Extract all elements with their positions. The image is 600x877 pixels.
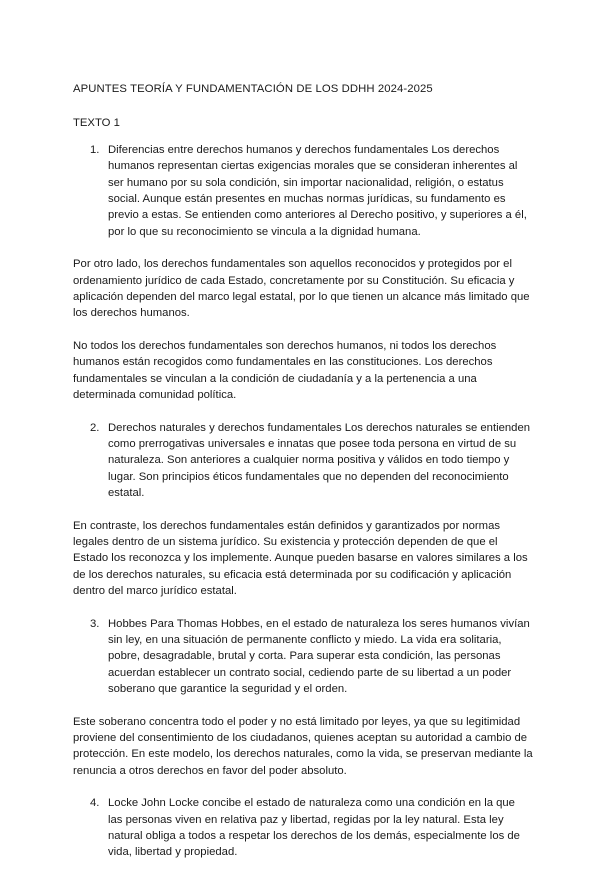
list-number: 1. [90, 143, 100, 156]
document-title: APUNTES TEORÍA Y FUNDAMENTACIÓN DE LOS DDHH 2024-2025 [73, 83, 433, 95]
paragraph-2: No todos los derechos fundamentales son derechos humanos, ni todos los derechos humanos están recogidos como fundamentales en las constituciones. Los derechos fundamentales se vinculan a la condición de ciudadanía y a la pertenencia a una determinada comunidad política. [73, 339, 497, 402]
document-page [73, 81, 533, 877]
list-text: Hobbes Para Thomas Hobbes, en el estado de naturaleza los seres humanos vivían sin ley, en una situación de permanente conflicto y miedo. La vida era solitaria, pobre, desagradable, brutal y corta. Para superar esta condición, las personas acuerdan establecer un contrato social, cediendo parte de su libertad a un poder soberano que garantice la seguridad y el orden. [108, 617, 530, 696]
list-item-3 [90, 616, 533, 698]
list-item-4 [90, 795, 533, 861]
list-item-1 [90, 142, 533, 240]
list-number: 2. [90, 421, 100, 434]
paragraph-4: Este soberano concentra todo el poder y no está limitado por leyes, ya que su legitimidad proviene del consentimiento de los ciudadanos, quienes aceptan su autoridad a cambio de protección. En este modelo, los derechos naturales, como la vida, se preservan mediante la renuncia a otros derechos en favor del poder absoluto. [73, 715, 533, 777]
paragraph-1: Por otro lado, los derechos fundamentales son aquellos reconocidos y protegidos por el ordenamiento jurídico de cada Estado, concretamente por su Constitución. Su eficacia y aplicación dependen del marco legal estatal, por lo que tienen un alcance más limitado que los derechos humanos. [73, 258, 530, 320]
list-text: Diferencias entre derechos humanos y derechos fundamentales Los derechos humanos representan ciertas exigencias morales que se consideran inherentes al ser humano por su sola condición, sin importar nacionalidad, religión, o estatus social. Aunque están presentes en muchas normas jurídicas, su fundamento es previo a estas. Se entienden como anteriores al Derecho positivo, y superiores a él, por lo que su reconocimiento se vincula a la dignidad humana. [108, 143, 527, 238]
section-heading: TEXTO 1 [73, 117, 120, 130]
paragraph-3: En contraste, los derechos fundamentales están definidos y garantizados por normas legales dentro de un sistema jurídico. Su existencia y protección dependen de que el Estado los reconozca y los implemente. Aunque pueden basarse en valores similares a los de los derechos naturales, su eficacia está determinada por su codificación y aplicación dentro del marco jurídico estatal. [73, 519, 528, 598]
list-text: Derechos naturales y derechos fundamentales Los derechos naturales se entienden como prerrogativas universales e innatas que posee toda persona en virtud de su naturaleza. Son anteriores a cualquier norma positiva y válidos en todo tiempo y lugar. Son principios éticos fundamentales que no dependen del reconocimiento estatal. [108, 421, 531, 500]
list-text: Locke John Locke concibe el estado de naturaleza como una condición en la que las personas viven en relativa paz y libertad, regidas por la ley natural. Esta ley natural obliga a todos a respetar los derechos de los demás, especialmente los de vida, libertad y propiedad. [108, 797, 520, 859]
list-item-2 [90, 420, 533, 502]
list-number: 3. [90, 617, 100, 630]
list-number: 4. [90, 797, 100, 810]
